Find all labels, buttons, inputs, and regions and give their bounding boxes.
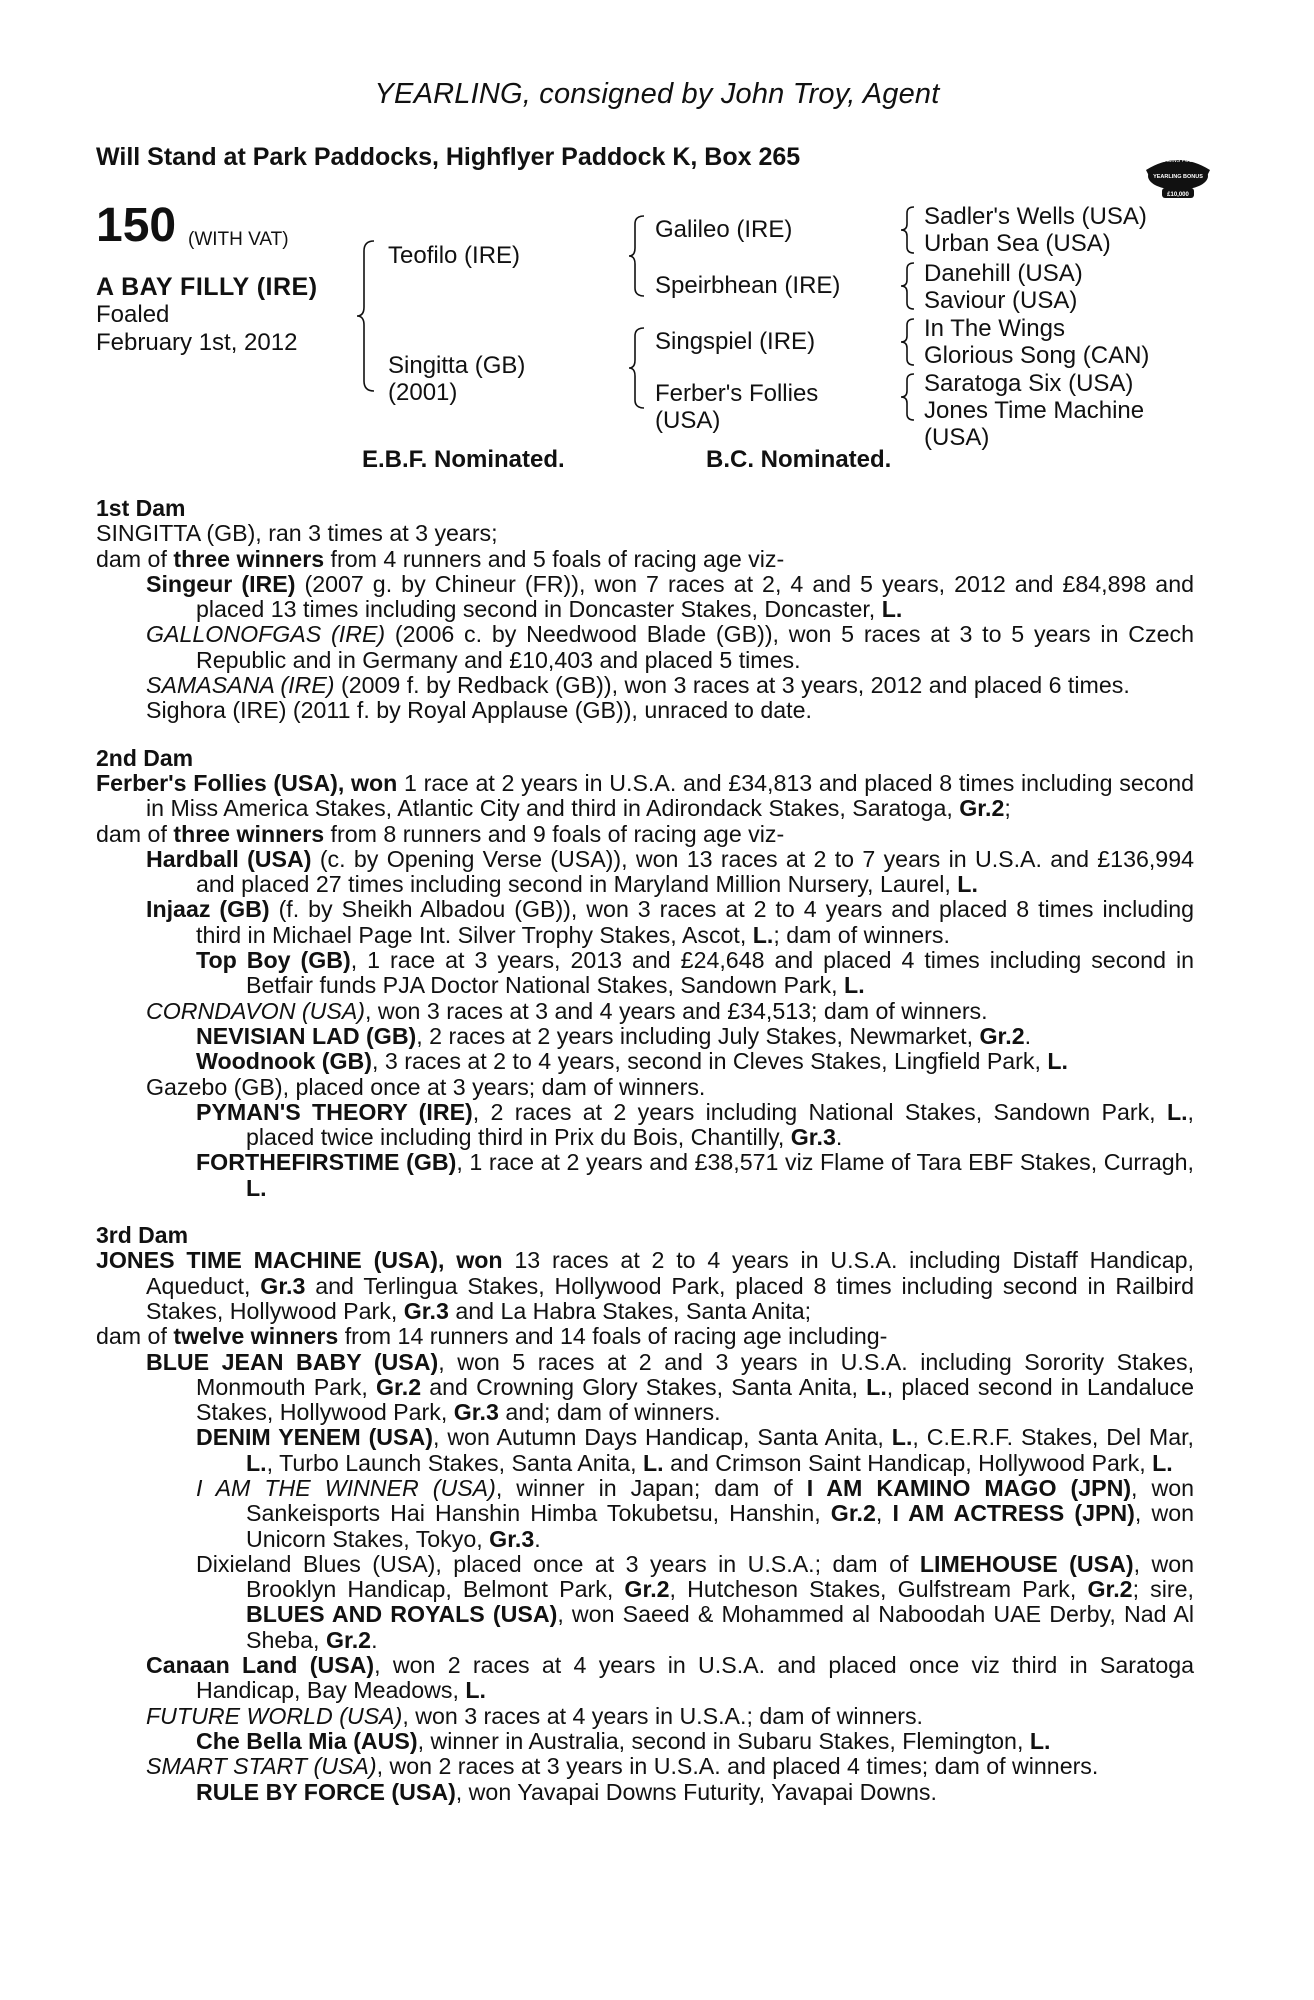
won-label: won [350,769,398,796]
produce-samasana [96,673,1194,698]
horse-name: Ferber's Follies (USA) [96,769,338,796]
consignment-header: YEARLING, consigned by John Troy, Agent [374,78,940,110]
listed-marker: L. [465,1677,486,1704]
badge-amount-text: £10,000 [1167,192,1189,198]
horse-name: SMART START (USA) [146,1753,377,1780]
produce-blue-jean-baby [96,1350,1194,1426]
text: from 4 runners and 5 foals of racing age viz- [324,545,785,572]
first-dam-heading: 1st Dam [96,495,186,521]
winners-count: twelve winners [173,1323,339,1350]
text: , C.E.R.F. Stakes, Del Mar, [912,1424,1194,1451]
grade-marker: Gr.3 [790,1124,836,1151]
pedigree-brace-1 [354,237,380,395]
listed-marker: L. [1166,1098,1188,1125]
pedigree-sdd: Saviour (USA) [924,287,1078,314]
grade-marker: Gr.2 [1087,1576,1133,1603]
ebf-nominated: E.B.F. Nominated. [362,446,565,473]
produce-pymans-theory: PYMAN'S THEORY (IRE), 2 races at 2 years including National Stakes, Sandown Park, L., placed twice including third in Prix du Bois, Chantilly, Gr.3. [196,1098,1194,1151]
third-dam-heading: 3rd Dam [96,1222,189,1249]
winners-count: three winners [173,545,325,572]
badge-top-text: RACING POST [1160,158,1196,164]
horse-name: BLUE JEAN BABY (USA) [146,1348,439,1375]
pedigree-brace-6 [898,316,920,370]
pedigree-dam-year: (2001) [388,379,458,406]
pedigree-brace-5 [898,260,920,314]
text: (c. by Opening Verse (USA)), won 13 races at 2 to 7 years in U.S.A. and £136,994 and placed 27 times including second in Maryland Million Nursery, Laurel, [196,845,1194,898]
listed-marker: L. [844,972,865,999]
produce-canaan-land [96,1653,1194,1704]
text: (2009 f. by Redback (GB)), won 3 races at 3 years, 2012 and placed 6 times. [334,672,1130,699]
text: , won 5 races at 2 and 3 years in U.S.A. including Sorority Stakes, Monmouth Park, [196,1348,1195,1400]
text: , 3 races at 2 to 4 years, second in Cleves Stakes, Lingfield Park, [372,1048,1048,1075]
text: , placed twice including third in Prix du Bois, Chantilly, [246,1098,1194,1151]
lot-number: 150 [96,199,177,252]
produce-dixieland-blues: Dixieland Blues (USA), placed once at 3 years in U.S.A.; dam of LIMEHOUSE (USA), won Brooklyn Handicap, Belmont Park, Gr.2, Hutcheson Stakes, Gulfstream Park, Gr.2; sire, BLUES AND ROYALS (USA), won Saeed & Mohammed al Naboodah UAE Derby, Nad Al Sheba, Gr.2. [196,1550,1195,1653]
grade-marker: Gr.3 [453,1399,499,1426]
text: and Terlingua Stakes, Hollywood Park, placed 8 times including second in Railbird Stakes, Hollywood Park, [146,1272,1194,1324]
produce-denim-yenem [96,1425,1194,1476]
grade-marker: Gr.2 [624,1576,670,1603]
horse-name: Hardball (USA) [146,845,312,872]
second-dam-record: Ferber's Follies (USA), won 1 race at 2 years in U.S.A. and £34,813 and placed 8 times including second in Miss America Stakes, Atlantic City and third in Adirondack Stakes, Saratoga, Gr.2; [96,769,1194,822]
listed-marker: L. [1047,1048,1068,1075]
listed-marker: L. [891,1424,913,1451]
horse-name: NEVISIAN LAD (GB) [196,1022,417,1049]
grade-marker: Gr.2 [375,1373,422,1400]
pedigree-ddd [924,397,1144,451]
pedigree-dam-dam [655,380,818,434]
listed-marker: L. [957,871,978,898]
text: 1 race at 2 years in U.S.A. and £34,813 and placed 8 times including second in Miss America Stakes, Atlantic City and third in Adirondack Stakes, Saratoga, [146,769,1194,822]
pedigree-dam [388,352,525,406]
listed-marker: L. [1029,1727,1051,1754]
horse-name: Top Boy (GB) [196,947,351,974]
horse-name: PYMAN'S THEORY (IRE) [196,1098,473,1125]
text: , won Unicorn Stakes, Tokyo, [246,1500,1194,1552]
text: (2007 g. by Chineur (FR)), won 7 races at 2, 4 and 5 years, 2012 and £84,898 and placed 13 times including second in Doncaster Stakes, Doncaster, [196,570,1194,623]
pedigree-sss: Sadler's Wells (USA) [924,203,1147,230]
produce-forthefirstime [96,1150,1194,1201]
horse-name: GALLONOFGAS (IRE) [146,621,386,648]
text: , won Yavapai Downs Futurity, Yavapai Downs. [455,1778,937,1805]
horse-name: Woodnook (GB) [196,1048,373,1075]
produce-injaaz [96,897,1194,948]
produce-nevisian-lad: NEVISIAN LAD (GB), 2 races at 2 years including July Stakes, Newmarket, Gr.2. [196,1022,1032,1049]
text: ; [1004,795,1011,822]
produce-i-am-the-winner: I AM THE WINNER (USA), winner in Japan; dam of I AM KAMINO MAGO (JPN), won Sankeisports Hai Hanshin Himba Tokubetsu, Hanshin, Gr.2, I AM ACTRESS (JPN), won Unicorn Stakes, Tokyo, Gr.3. [196,1474,1195,1552]
listed-marker: L. [881,596,903,623]
pedigree-dam-dam-country: (USA) [655,407,721,434]
second-dam-produce [96,822,1194,847]
winners-count: three winners [173,820,325,847]
horse-name: RULE BY FORCE (USA) [196,1778,456,1805]
pedigree-dss: In The Wings [924,315,1065,342]
text: ; dam of winners. [773,921,950,948]
text: from 8 runners and 9 foals of racing age viz- [324,820,785,847]
listed-marker: L. [866,1373,887,1400]
text: , won Saeed & Mohammed al Naboodah UAE Derby, Nad Al Sheba, [246,1601,1194,1653]
text: , won Sankeisports Hai Hanshin Himba Tokubetsu, Hanshin, [246,1474,1195,1527]
horse-name: I AM ACTRESS (JPN) [892,1500,1135,1527]
pedigree-dsd: Glorious Song (CAN) [924,342,1150,369]
foaled-label: Foaled [96,301,170,328]
horse-name: Che Bella Mia (AUS) [196,1727,418,1754]
horse-name: FUTURE WORLD (USA) [146,1702,403,1729]
text: and; dam of winners. [498,1399,721,1426]
text: dam of [96,820,174,847]
horse-name: Injaaz (GB) [146,896,270,923]
text: (2006 c. by Needwood Blade (GB)), won 5 races at 3 to 5 years in Czech Republic and in Germany and £10,403 and placed 5 times. [196,621,1195,673]
produce-sighora: Sighora (IRE) (2011 f. by Royal Applause (GB)), unraced to date. [146,697,812,724]
text: , won 2 races at 4 years in U.S.A. and placed once viz third in Saratoga Handicap, Bay Meadows, [196,1652,1195,1704]
text: , won 3 races at 3 and 4 years and £34,513; dam of winners. [365,997,988,1024]
horse-name: I AM THE WINNER (USA) [196,1474,496,1501]
text: , Hutcheson Stakes, Gulfstream Park, [669,1576,1088,1603]
text: from 14 runners and 14 foals of racing age including- [338,1323,888,1350]
vat-note: (WITH VAT) [188,229,289,250]
horse-name: Canaan Land (USA) [146,1652,375,1679]
pedigree-brace-2 [626,213,650,301]
grade-marker: Gr.2 [959,795,1005,822]
horse-name: Singeur (IRE) [146,570,296,597]
horse-name: A BAY FILLY (IRE) [96,273,318,301]
horse-name: JONES TIME MACHINE (USA) [96,1247,438,1274]
pedigree-sire-sire: Galileo (IRE) [655,216,793,243]
text: , won Brooklyn Handicap, Belmont Park, [246,1550,1195,1603]
grade-marker: Gr.3 [489,1525,535,1552]
produce-rule-by-force [96,1780,1194,1805]
produce-singeur [96,572,1194,623]
pedigree-sds: Danehill (USA) [924,260,1083,287]
won-label: won [456,1247,503,1274]
horse-name: FORTHEFIRSTIME (GB) [196,1149,457,1176]
foaled-info [96,301,297,357]
listed-marker: L. [643,1449,664,1476]
grade-marker: Gr.2 [830,1500,876,1527]
produce-top-boy [96,948,1194,999]
text: , placed second in Landaluce Stakes, Hollywood Park, [196,1373,1195,1426]
pedigree-ddd-country: (USA) [924,424,990,451]
produce-corndavon [96,999,1194,1024]
text: , Turbo Launch Stakes, Santa Anita, [266,1449,644,1476]
pedigree-brace-7 [898,371,920,425]
pedigree-dds: Saratoga Six (USA) [924,370,1134,397]
produce-gallonofgas [96,622,1194,673]
grade-marker: Gr.2 [325,1626,372,1653]
stand-location: Will Stand at Park Paddocks, Highflyer Paddock K, Box 265 [96,143,801,171]
text: ; sire, [1132,1576,1194,1603]
text: Dixieland Blues (USA), placed once at 3 years in U.S.A.; dam of [196,1550,920,1577]
yearling-bonus-badge-icon [1142,148,1214,200]
third-dam-produce [96,1324,1194,1349]
text: and Crowning Glory Stakes, Santa Anita, [421,1373,867,1400]
text: , 2 races at 2 years including July Stakes, Newmarket, [416,1022,980,1049]
grade-marker: Gr.3 [403,1297,449,1324]
text: , 2 races at 2 years including National Stakes, Sandown Park, [472,1098,1167,1125]
listed-marker: L. [246,1174,267,1201]
produce-future-world [96,1704,1194,1729]
text: (f. by Sheikh Albadou (GB)), won 3 races at 2 to 4 years and placed 8 times including third in Michael Page Int. Silver Trophy Stakes, Ascot, [196,896,1194,948]
horse-name: DENIM YENEM (USA) [196,1424,433,1451]
text: 13 races at 2 to 4 years in U.S.A. including Distaff Handicap, Aqueduct, [146,1247,1194,1299]
text: , won 2 races at 3 years in U.S.A. and placed 4 times; dam of winners. [376,1753,1099,1780]
first-dam-summary: SINGITTA (GB), ran 3 times at 3 years; [96,520,498,547]
first-dam-produce [96,547,1194,572]
second-dam-heading: 2nd Dam [96,744,194,771]
listed-marker: L. [246,1449,267,1476]
horse-name: BLUES AND ROYALS (USA) [246,1601,558,1628]
text: , won 3 races at 4 years in U.S.A.; dam of winners. [402,1702,923,1729]
produce-che-bella-mia [96,1729,1194,1754]
text: , won Autumn Days Handicap, Santa Anita, [432,1424,892,1451]
horse-name: LIMEHOUSE (USA) [919,1550,1134,1577]
horse-name: SAMASANA (IRE) [146,672,335,699]
bc-nominated: B.C. Nominated. [706,446,892,473]
listed-marker: L. [1152,1449,1173,1476]
horse-name: I AM KAMINO MAGO (JPN) [806,1474,1132,1501]
pedigree-brace-3 [626,325,650,413]
produce-hardball [96,847,1194,898]
pedigree-dam-sire: Singspiel (IRE) [655,328,816,355]
produce-record [96,496,1194,1805]
pedigree-ddd-name: Jones Time Machine [924,397,1145,424]
foaled-date: February 1st, 2012 [96,329,298,356]
badge-middle-text: YEARLING BONUS [1153,174,1203,180]
text: dam of [96,545,174,572]
text: dam of [96,1323,174,1350]
pedigree-ssd: Urban Sea (USA) [924,230,1111,257]
pedigree-dam-dam-name: Ferber's Follies [655,380,819,407]
grade-marker: Gr.3 [260,1272,306,1299]
text: and Crimson Saint Handicap, Hollywood Park, [663,1449,1153,1476]
pedigree-dam-name: Singitta (GB) [388,352,526,379]
third-dam-record: JONES TIME MACHINE (USA), won 13 races at 2 to 4 years in U.S.A. including Distaff Handicap, Aqueduct, Gr.3 and Terlingua Stakes, Hollywood Park, placed 8 times including second in Railbird Stakes, Hollywood Park, Gr.3 and La Habra Stakes, Santa Anita; [96,1247,1194,1324]
produce-woodnook [96,1049,1194,1074]
produce-smart-start [96,1754,1194,1779]
pedigree-sire: Teofilo (IRE) [388,242,521,269]
text: , winner in Japan; dam of [495,1474,807,1501]
horse-name: CORNDAVON (USA) [146,997,366,1024]
listed-marker: L. [752,921,774,948]
pedigree-brace-4 [898,204,920,258]
pedigree-sire-dam: Speirbhean (IRE) [655,272,841,299]
text: , 1 race at 3 years, 2013 and £24,648 and placed 4 times including second in Betfair funds PJA Doctor National Stakes, Sandown Park, [246,947,1195,999]
produce-gazebo: Gazebo (GB), placed once at 3 years; dam of winners. [146,1073,706,1100]
text: , winner in Australia, second in Subaru Stakes, Flemington, [417,1727,1030,1754]
grade-marker: Gr.2 [979,1022,1025,1049]
text: and La Habra Stakes, Santa Anita; [448,1297,812,1324]
text: , 1 race at 2 years and £38,571 viz Flame of Tara EBF Stakes, Curragh, [456,1149,1195,1176]
